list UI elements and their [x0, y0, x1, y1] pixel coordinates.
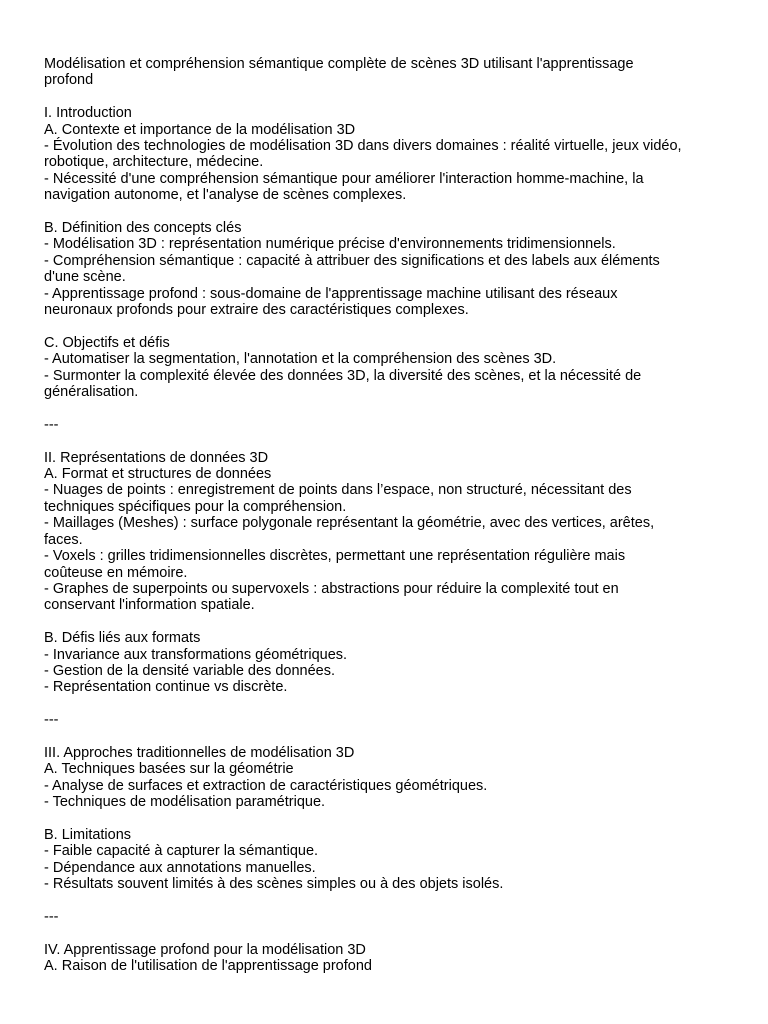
bullet-line: - Dépendance aux annotations manuelles.	[44, 859, 316, 876]
bullet-line: - Maillages (Meshes) : surface polygonale représentant la géométrie, avec des vertices, arêtes,	[44, 515, 655, 532]
bullet-line: - Techniques de modélisation paramétrique.	[44, 794, 326, 811]
blank-line	[44, 433, 734, 449]
subsection-heading: B. Définition des concepts clés	[44, 220, 242, 237]
blank-line	[44, 696, 734, 712]
text-line: techniques spécifiques pour la compréhension.	[44, 498, 347, 515]
bullet-line: - Graphes de superpoints ou supervoxels : abstractions pour réduire la complexité tout en	[44, 580, 619, 597]
bullet-line: - Résultats souvent limités à des scènes simples ou à des objets isolés.	[44, 876, 504, 893]
section-divider: ---	[44, 416, 59, 433]
subsection-heading: A. Techniques basées sur la géométrie	[44, 761, 294, 778]
subsection-heading: A. Contexte et importance de la modélisation 3D	[44, 121, 356, 138]
section-heading: IV. Apprentissage profond pour la modélisation 3D	[44, 941, 366, 958]
text-line: navigation autonome, et l'analyse de scènes complexes.	[44, 187, 407, 204]
section-heading: II. Représentations de données 3D	[44, 449, 269, 466]
bullet-line: - Compréhension sémantique : capacité à attribuer des significations et des labels aux éléments	[44, 252, 660, 269]
section-heading: I. Introduction	[44, 105, 132, 122]
bullet-line: - Voxels : grilles tridimensionnelles discrètes, permettant une représentation régulière mais	[44, 548, 626, 565]
document-title: Modélisation et compréhension sémantique complète de scènes 3D utilisant l'apprentissage	[44, 56, 634, 72]
document-body	[44, 56, 734, 975]
blank-line	[44, 204, 734, 220]
bullet-line: - Gestion de la densité variable des données.	[44, 662, 335, 679]
bullet-line: - Surmonter la complexité élevée des données 3D, la diversité des scènes, et la nécessité de	[44, 367, 642, 384]
blank-line	[44, 925, 734, 941]
bullet-line: - Modélisation 3D : représentation numérique précise d'environnements tridimensionnels.	[44, 236, 616, 253]
section-divider: ---	[44, 908, 59, 925]
text-line: généralisation.	[44, 384, 139, 401]
subsection-heading: B. Limitations	[44, 826, 132, 843]
blank-line	[44, 729, 734, 745]
bullet-line: - Faible capacité à capturer la sémantique.	[44, 843, 319, 860]
blank-line	[44, 811, 734, 827]
bullet-line: - Invariance aux transformations géométriques.	[44, 646, 348, 663]
blank-line	[44, 318, 734, 334]
bullet-line: - Représentation continue vs discrète.	[44, 679, 288, 696]
bullet-line: - Évolution des technologies de modélisation 3D dans divers domaines : réalité virtuelle, jeux vidéo,	[44, 138, 682, 155]
subsection-heading: A. Format et structures de données	[44, 466, 272, 483]
text-line: neuronaux profonds pour extraire des caractéristiques complexes.	[44, 302, 469, 319]
text-line: d'une scène.	[44, 269, 126, 286]
blank-line	[44, 614, 734, 630]
bullet-line: - Analyse de surfaces et extraction de caractéristiques géométriques.	[44, 777, 488, 794]
subsection-heading: A. Raison de l'utilisation de l'apprentissage profond	[44, 958, 372, 975]
section-heading: III. Approches traditionnelles de modélisation 3D	[44, 744, 355, 761]
bullet-line: - Nécessité d'une compréhension sémantique pour améliorer l'interaction homme-machine, la	[44, 170, 644, 187]
text-line: conservant l'information spatiale.	[44, 597, 255, 614]
text-line: robotique, architecture, médecine.	[44, 154, 264, 171]
blank-line	[44, 893, 734, 909]
text-line: coûteuse en mémoire.	[44, 564, 188, 581]
section-divider: ---	[44, 712, 59, 729]
bullet-line: - Nuages de points : enregistrement de points dans l’espace, non structuré, nécessitant des	[44, 482, 632, 499]
blank-line	[44, 89, 734, 105]
blank-line	[44, 400, 734, 416]
bullet-line: - Apprentissage profond : sous-domaine de l'apprentissage machine utilisant des réseaux	[44, 285, 618, 302]
subsection-heading: C. Objectifs et défis	[44, 334, 170, 351]
document-title: profond	[44, 72, 94, 89]
text-line: faces.	[44, 531, 83, 548]
bullet-line: - Automatiser la segmentation, l'annotation et la compréhension des scènes 3D.	[44, 351, 557, 368]
subsection-heading: B. Défis liés aux formats	[44, 630, 201, 647]
